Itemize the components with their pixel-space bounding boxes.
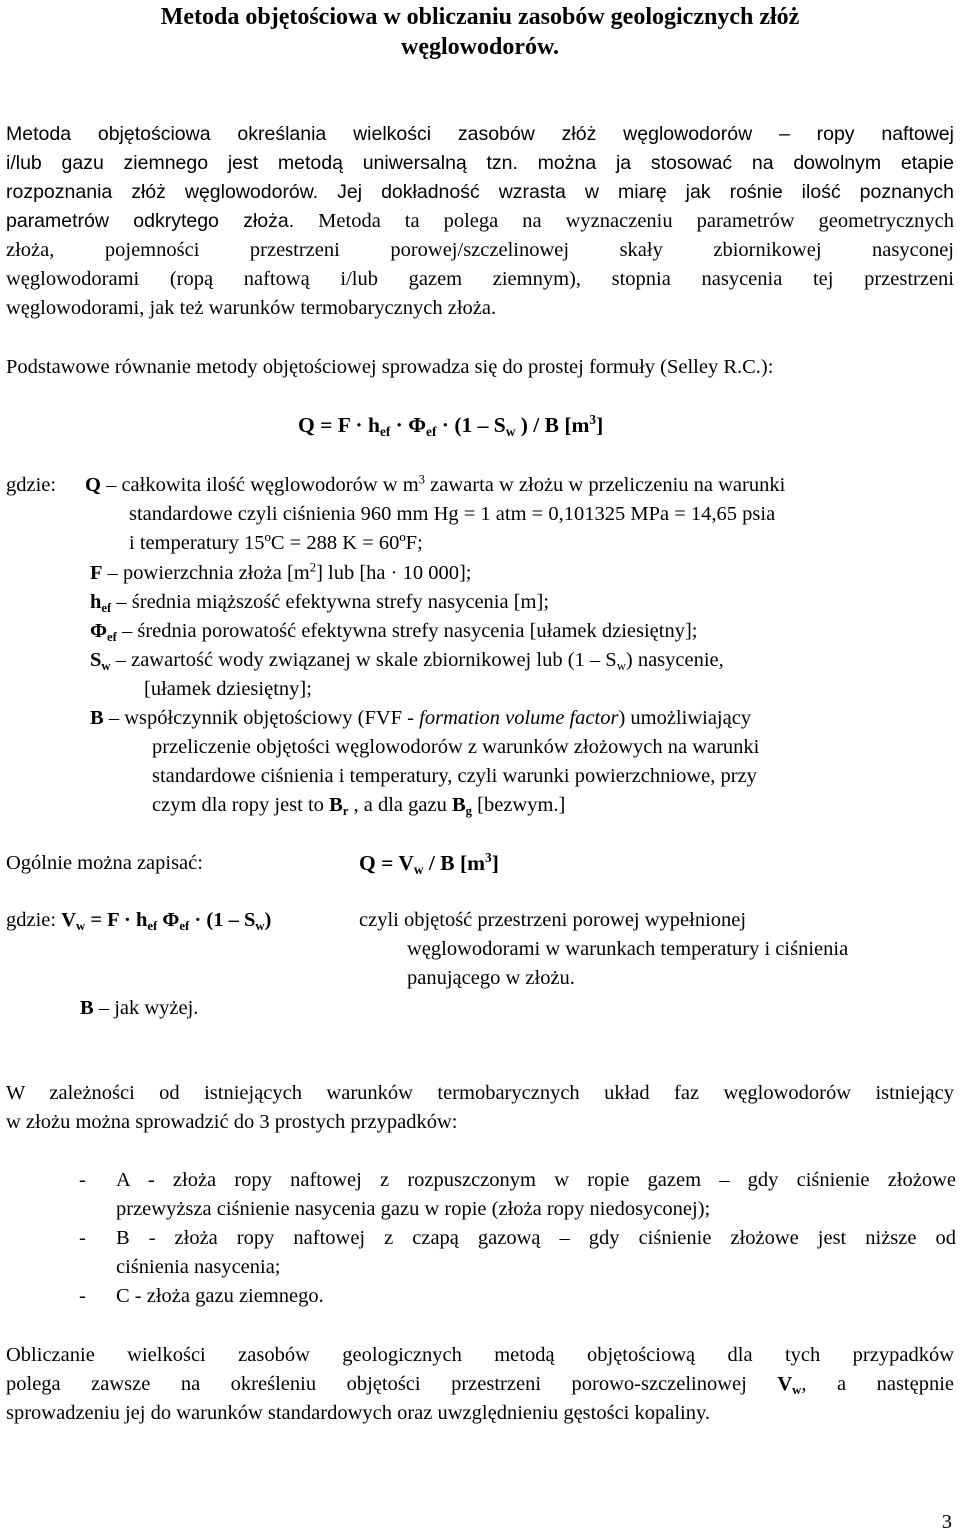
formula-s-sub: w xyxy=(505,423,516,439)
vw-eq-sub4: w xyxy=(255,918,265,933)
gdzie-label: gdzie: xyxy=(6,474,57,496)
gdzie2-line xyxy=(6,906,271,935)
def-b-line-4-c: [bezwym.] xyxy=(472,794,566,816)
general-formula-b: / B [m xyxy=(423,851,486,875)
def-s-text-sub: w xyxy=(616,658,626,673)
def-q xyxy=(85,471,785,500)
def-b-text-a: – współczynnik objętościowy (FVF - xyxy=(108,707,420,729)
vw-eq-c: Φ xyxy=(157,909,180,931)
def-phi-symbol: Φ xyxy=(90,620,107,642)
page-number: 3 xyxy=(941,1511,952,1533)
formula-phi: · Φ xyxy=(390,413,427,437)
def-q-text-a: – całkowita ilość węglowodorów w m xyxy=(106,474,419,496)
page-title xyxy=(60,2,900,62)
intro-line-3: rozpoznania złóż węglowodorów. Jej dokładność wzrasta w miarę jak rośnie ilość poznanych xyxy=(6,181,954,203)
case-b-line-2: ciśnienia nasycenia; xyxy=(116,1256,281,1278)
def-b-bg: B xyxy=(451,794,466,816)
def-f-text-a: – powierzchnia złoża [m xyxy=(107,562,310,584)
case-c-dash: - xyxy=(79,1285,86,1307)
vw-eq-e: ) xyxy=(264,909,272,931)
def-q-text-b: zawarta w złożu w przeliczeniu na warunki xyxy=(425,474,786,496)
def-h-symbol: h xyxy=(90,591,102,613)
case-a-line-1: A - złoża ropy naftowej z rozpuszczonym w ropie gazem – gdy ciśnienie złożowe xyxy=(116,1169,956,1191)
def-b-line-2: przeliczenie objętości węglowodorów z warunków złożowych na warunki xyxy=(152,736,760,758)
def-q-sup: 3 xyxy=(418,472,426,487)
def-f-sup: 2 xyxy=(309,560,317,575)
general-formula-sub: w xyxy=(413,861,424,877)
gdzie2-text-1: czyli objętość przestrzeni porowej wypełnionej xyxy=(359,909,747,931)
intro-line-4 xyxy=(6,207,954,236)
phases-line-1: W zależności od istniejących warunków termobarycznych układ faz węglowodorów istniejący xyxy=(6,1082,954,1104)
def-s-text-b: ) nasycenie, xyxy=(625,649,724,671)
gdzie2-b-symbol: B xyxy=(80,997,94,1019)
def-h xyxy=(90,588,549,617)
formula-phi-sub: ef xyxy=(426,423,437,439)
def-s-line-2: [ułamek dziesiętny]; xyxy=(144,678,312,700)
def-s-symbol: S xyxy=(90,649,102,671)
def-q-symbol: Q xyxy=(85,474,101,496)
case-c-line-1: C - złoża gazu ziemnego. xyxy=(116,1285,324,1307)
intro-line-4b: Metoda ta polega na wyznaczeniu parametrów geometrycznych xyxy=(318,210,955,232)
case-a-line-2: przewyższa ciśnienie nasycenia gazu w ropie (złoża ropy niedosyconej); xyxy=(116,1198,711,1220)
def-phi-text: – średnia porowatość efektywna strefy nasycenia [ułamek dziesiętny]; xyxy=(122,620,698,642)
vw-eq-a: V xyxy=(61,909,77,931)
def-f xyxy=(90,559,472,588)
formula-main xyxy=(298,411,603,440)
vw-eq-b: = F · h xyxy=(85,909,148,931)
intro-line-4a: parametrów odkrytego złoża. xyxy=(6,210,295,232)
def-phi-sub: ef xyxy=(107,629,117,644)
def-b-line-4-b: , a dla gazu xyxy=(348,794,452,816)
intro-line-1: Metoda objętościowa określania wielkości zasobów złóż węglowodorów – ropy naftowej xyxy=(6,123,954,145)
phases-line-2: w złożu można sprowadzić do 3 prostych przypadków: xyxy=(6,1111,458,1133)
gdzie2-b-line xyxy=(80,994,198,1023)
intro-line-5: złoża, pojemności przestrzeni porowej/szczelinowej skały zbiornikowej nasyconej xyxy=(6,239,954,261)
formula-mid: · (1 – S xyxy=(436,413,506,437)
final-line-1: Obliczanie wielkości zasobów geologicznych metodą objętościową dla tych przypadków xyxy=(6,1344,954,1366)
def-b-italic: formation volume factor xyxy=(419,707,619,729)
def-b-line-4 xyxy=(152,791,565,820)
final-line-2-b: , a następnie xyxy=(801,1373,955,1395)
final-vw-v: V xyxy=(777,1373,793,1395)
def-h-text: – średnia miąższość efektywna strefy nasycenia [m]; xyxy=(116,591,550,613)
case-b-dash: - xyxy=(79,1227,86,1249)
vw-equation xyxy=(61,909,271,931)
title-line-2: węglowodorów. xyxy=(401,34,559,60)
title-line-1: Metoda objętościowa w obliczaniu zasobów geologicznych złóż xyxy=(160,4,800,30)
general-formula-a: Q = V xyxy=(359,851,414,875)
def-b xyxy=(90,704,751,733)
def-phi xyxy=(90,617,698,646)
basic-equation-intro: Podstawowe równanie metody objętościowej sprowadza się do prostej formuły (Selley R.C.): xyxy=(6,356,774,378)
gdzie2-text-2: węglowodorami w warunkach temperatury i ciśnienia xyxy=(407,938,849,960)
formula-h-sub: ef xyxy=(379,423,391,439)
def-q-line-2: standardowe czyli ciśnienia 960 mm Hg = 1 atm = 0,101325 MPa = 14,65 psia xyxy=(129,503,776,525)
def-b-line-4-a: czym dla ropy jest to xyxy=(152,794,330,816)
vw-eq-d: · (1 – S xyxy=(189,909,256,931)
gdzie2-label: gdzie: xyxy=(6,909,57,931)
def-b-text-b: ) umożliwiający xyxy=(618,707,752,729)
case-a-dash: - xyxy=(79,1169,86,1191)
def-q-line-3: i temperatury 15ºC = 288 K = 60ºF; xyxy=(129,532,423,554)
formula-rest: ) / B [m xyxy=(515,413,590,437)
final-vw xyxy=(777,1373,801,1395)
general-formula xyxy=(359,849,499,878)
formula-exp: 3 xyxy=(589,412,597,428)
general-formula-c: ] xyxy=(491,851,499,875)
case-b-line-1: B - złoża ropy naftowej z czapą gazową – gdy ciśnienie złożowe jest niższe od xyxy=(116,1227,956,1249)
formula-lhs: Q = F · h xyxy=(298,413,380,437)
def-h-sub: ef xyxy=(101,600,112,615)
gdzie2-text-3: panującego w złożu. xyxy=(407,967,575,989)
def-f-text-b: ] lub [ha · 10 000]; xyxy=(316,562,472,584)
final-line-3: sprowadzeniu jej do warunków standardowych oraz uwzględnieniu gęstości kopaliny. xyxy=(6,1402,711,1424)
formula-close: ] xyxy=(596,413,604,437)
final-vw-sub: w xyxy=(792,1382,802,1397)
vw-eq-sub1: w xyxy=(76,918,86,933)
vw-eq-sub2: ef xyxy=(147,918,158,933)
def-b-line-3: standardowe ciśnienia i temperatury, czyli warunki powierzchniowe, przy xyxy=(152,765,757,787)
final-line-2 xyxy=(6,1370,954,1399)
def-b-br-sub: r xyxy=(342,803,349,818)
final-line-2-a: polega zawsze na określeniu objętości przestrzeni porowo-szczelinowej xyxy=(6,1373,747,1395)
gdzie2-b-text: – jak wyżej. xyxy=(93,997,199,1019)
def-f-symbol: F xyxy=(90,562,103,584)
intro-line-2: i/lub gazu ziemnego jest metodą uniwersalną tzn. można ja stosować na dowolnym etapie xyxy=(6,152,954,174)
def-s-sub: w xyxy=(101,658,111,673)
def-s-text-a: – zawartość wody związanej w skale zbiornikowej lub (1 – S xyxy=(115,649,617,671)
general-formula-sup: 3 xyxy=(485,850,492,866)
vw-eq-sub3: ef xyxy=(179,918,190,933)
intro-line-7: węglowodorami, jak też warunków termobarycznych złoża. xyxy=(6,297,497,319)
intro-line-6: węglowodorami (ropą naftową i/lub gazem ziemnym), stopnia nasycenia tej przestrzeni xyxy=(6,268,954,290)
general-label: Ogólnie można zapisać: xyxy=(6,852,203,874)
def-b-bg-sub: g xyxy=(465,803,473,818)
def-s xyxy=(90,646,724,675)
def-b-symbol: B xyxy=(90,707,104,729)
def-b-br: B xyxy=(329,794,343,816)
